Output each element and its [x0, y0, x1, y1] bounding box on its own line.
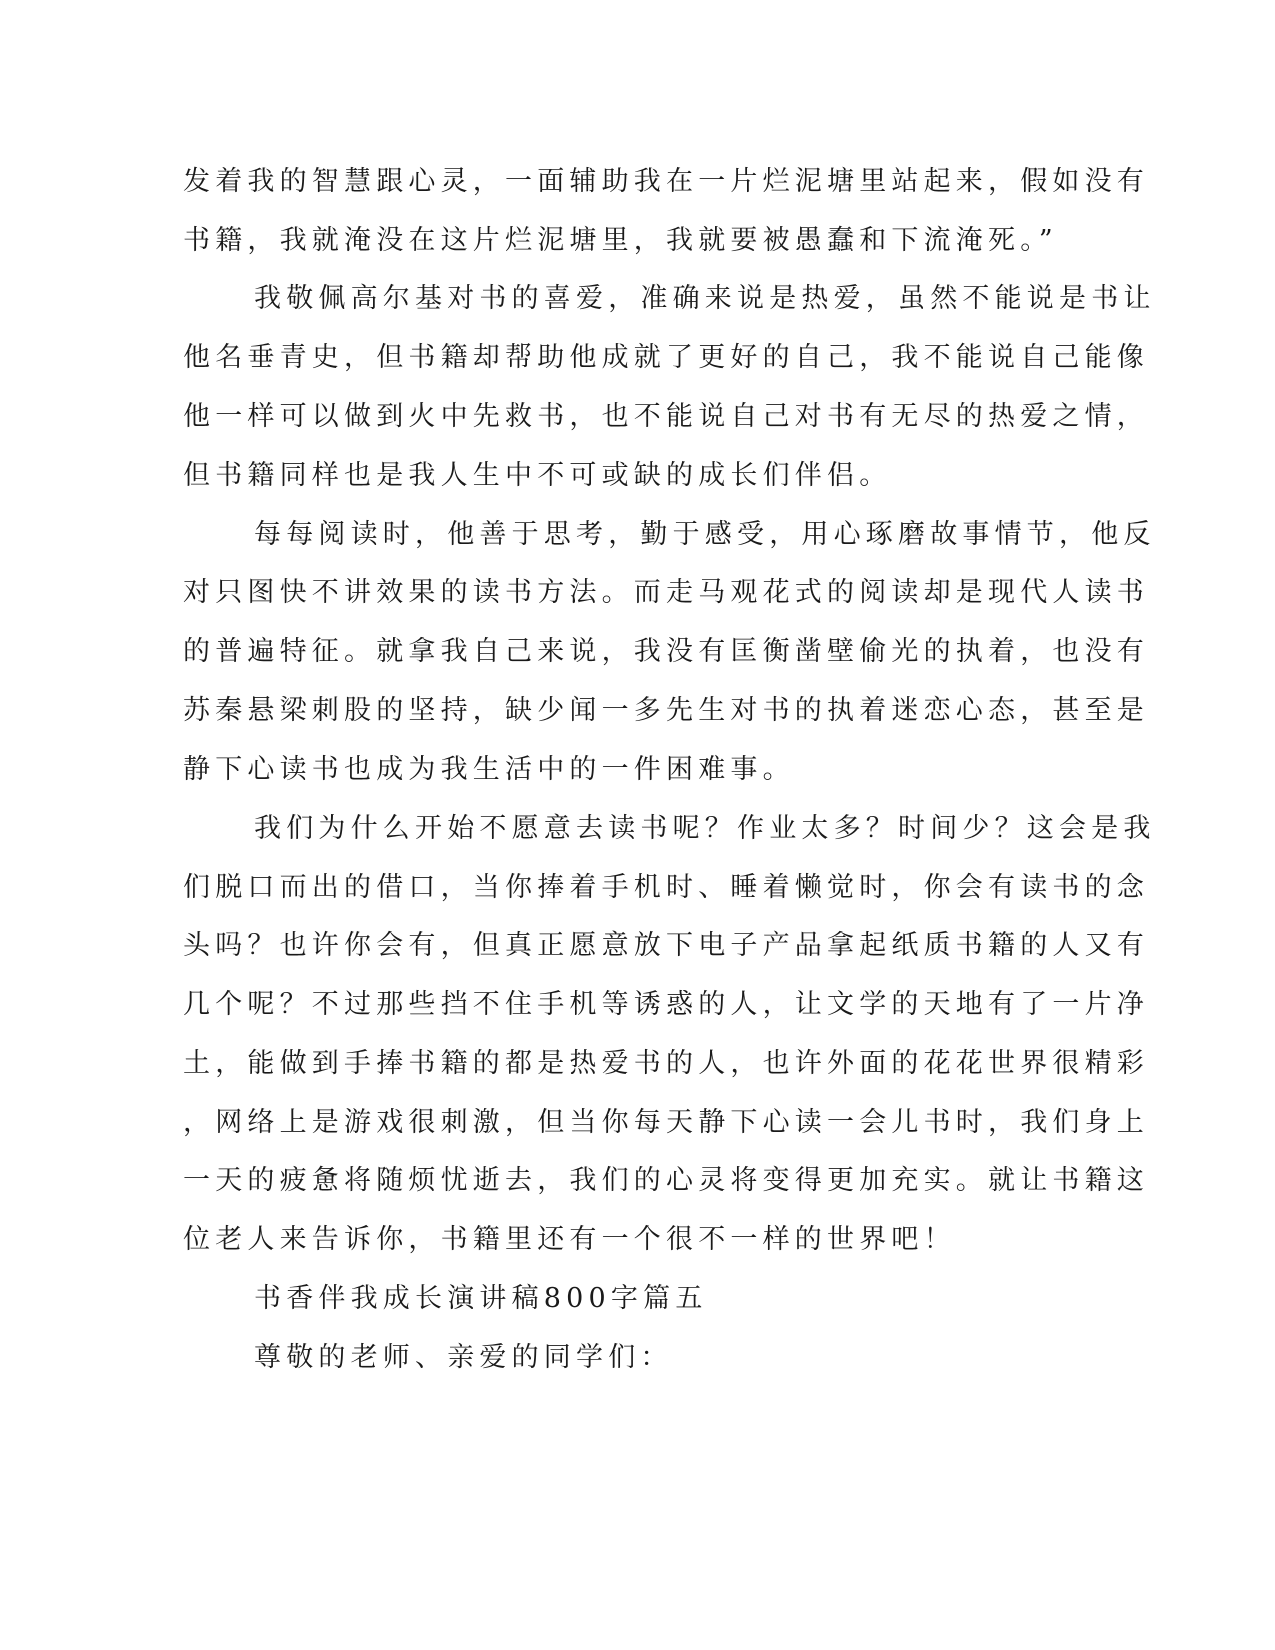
text-line: 他名垂青史，但书籍却帮助他成就了更好的自己，我不能说自己能像	[183, 342, 1149, 373]
text-line: 头吗？也许你会有，但真正愿意放下电子产品拿起纸质书籍的人又有	[183, 930, 1149, 961]
text-line: 对只图快不讲效果的读书方法。而走马观花式的阅读却是现代人读书	[183, 577, 1149, 608]
section-heading: 书香伴我成长演讲稿800字篇五	[254, 1283, 708, 1314]
paragraph-first-line: 我敬佩高尔基对书的喜爱，准确来说是热爱，虽然不能说是书让	[254, 283, 1156, 314]
text-line: 苏秦悬梁刺股的坚持，缺少闻一多先生对书的执着迷恋心态，甚至是	[183, 695, 1149, 726]
salutation: 尊敬的老师、亲爱的同学们：	[254, 1342, 673, 1373]
text-line: 几个呢？不过那些挡不住手机等诱惑的人，让文学的天地有了一片净	[183, 989, 1149, 1020]
text-line: 书籍，我就淹没在这片烂泥塘里，我就要被愚蠢和下流淹死。”	[183, 225, 1058, 256]
paragraph-first-line: 每每阅读时，他善于思考，勤于感受，用心琢磨故事情节，他反	[254, 519, 1156, 550]
text-line: 发着我的智慧跟心灵，一面辅助我在一片烂泥塘里站起来，假如没有	[183, 166, 1149, 197]
text-line: 他一样可以做到火中先救书，也不能说自己对书有无尽的热爱之情，	[183, 401, 1149, 432]
text-line: 们脱口而出的借口，当你捧着手机时、睡着懒觉时，你会有读书的念	[183, 872, 1149, 903]
paragraph-first-line: 我们为什么开始不愿意去读书呢？作业太多？时间少？这会是我	[254, 813, 1156, 844]
text-line: ，网络上是游戏很刺激，但当你每天静下心读一会儿书时，我们身上	[183, 1107, 1149, 1138]
text-line: 但书籍同样也是我人生中不可或缺的成长们伴侣。	[183, 460, 892, 491]
text-line: 一天的疲惫将随烦忧逝去，我们的心灵将变得更加充实。就让书籍这	[183, 1165, 1149, 1196]
text-line: 的普遍特征。就拿我自己来说，我没有匡衡凿壁偷光的执着，也没有	[183, 636, 1149, 667]
text-line: 位老人来告诉你，书籍里还有一个很不一样的世界吧！	[183, 1224, 956, 1255]
text-line: 静下心读书也成为我生活中的一件困难事。	[183, 754, 795, 785]
text-line: 土，能做到手捧书籍的都是热爱书的人，也许外面的花花世界很精彩	[183, 1048, 1149, 1079]
